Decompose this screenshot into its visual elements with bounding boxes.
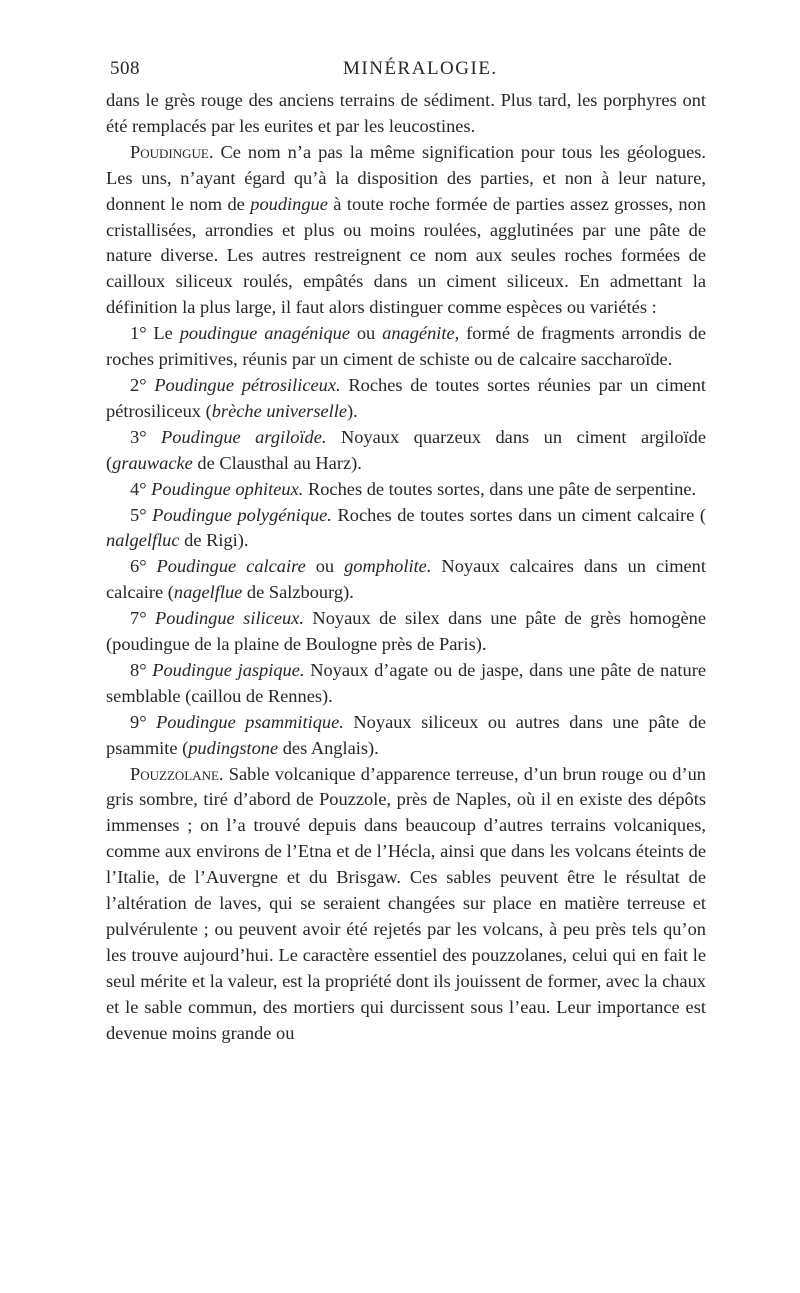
entry-term: Poudingue. [130,141,214,162]
italic-term: Poudingue polygénique. [152,504,332,525]
text-run: à toute roche formée de parties assez grosses, non cristallisées, arrondies et plus ou moins roulées, agglutinées par une pâte de nature diverse. Les autres restreignent ce nom aux seules roches formées de cailloux siliceux roulés, empâtés dans un ciment siliceux. En admettant la définition la plus large, il faut alors distinguer comme espèces ou variétés : [106,193,706,318]
text-run: Noyaux calcaires dans un ciment calcaire ( [106,556,706,603]
paragraph-p6 [106,503,706,555]
text-run: 3° [130,426,162,447]
paragraph-p4 [106,425,706,477]
italic-term: Poudingue siliceux. [155,608,304,629]
italic-term: Poudingue jaspique. [152,659,305,680]
italic-term: poudingue anagénique [179,323,350,344]
text-run: ). [347,400,358,421]
text-run: Noyaux d’agate ou de jaspe, dans une pâte de nature semblable (caillou de Rennes). [106,659,706,706]
italic-term: Poudingue ophiteux. [151,478,304,499]
text-run: Roches de toutes sortes, dans une pâte de serpentine. [303,478,697,499]
text-run: Roches de toutes sortes réunies par un ciment pétrosiliceux ( [106,374,707,421]
italic-term: grauwacke [112,452,193,473]
italic-term: brèche universelle [211,400,348,421]
running-title: MINÉRALOGIE. [343,58,498,79]
paragraph-p10 [106,710,706,762]
text-run: Noyaux de silex dans une pâte de grès homogène (poudingue de la plaine de Boulogne près de Paris). [106,608,706,655]
body-text [106,88,706,1047]
text-run: ou [350,323,383,344]
text-run: 8° [130,659,153,680]
text-run: 2° [130,374,155,395]
page-number: 508 [110,58,140,79]
paragraph-p8 [106,606,706,658]
paragraph-p1 [106,140,706,321]
italic-term: nalgelfluc [106,530,180,551]
text-run: 9° [130,711,157,732]
running-head [106,58,706,88]
text-run: 7° [130,608,156,629]
text-run: de Salzbourg). [242,582,354,603]
text-run: 4° [130,478,152,499]
italic-term: pudingstone [188,737,279,758]
text-run: Ce nom n’a pas la même signification pour tous les géologues. Les uns, n’ayant égard qu’à la disposition des parties, et non à leur nature, donnent le nom de [106,141,706,214]
text-run: ou [305,556,345,577]
text-run: Noyaux siliceux ou autres dans une pâte de psammite ( [106,711,706,758]
italic-term: anagénite [382,323,455,344]
italic-term: Poudingue pétrosiliceux. [154,374,341,395]
text-run: de Rigi). [179,530,249,551]
entry-term: Pouzzolane. [130,763,224,784]
italic-term: Poudingue psammitique. [156,711,344,732]
italic-term: Poudingue argiloïde. [161,426,327,447]
italic-term: poudingue [250,193,328,214]
paragraph-p7 [106,554,706,606]
text-run: 6° [130,556,157,577]
paragraph-p3 [106,373,706,425]
italic-term: gompholite. [344,556,432,577]
text-run: , formé de fragments arrondis de roches primitives, réunis par un ciment de schiste ou de calcaire saccharoïde. [106,323,706,370]
text-run: Roches de toutes sortes dans un ciment calcaire ( [331,504,706,525]
text-run: Sable volcanique d’apparence terreuse, d’un brun rouge ou d’un gris sombre, tiré d’abord de Pouzzole, près de Naples, où il en existe des dépôts immenses ; on l’a trouvé depuis dans beaucoup d’autres terrains volcaniques, comme aux environs de l’Etna et de l’Hécla, ainsi que dans les volcans éteints de l’Italie, de l’Auvergne et du Brisgaw. Ces sables peuvent être le résultat de l’altération de laves, qui se seraient changées sur place en matière terreuse et pulvérulente ; ou peuvent avoir été rejetés par les volcans, à peu près tels qu’on les trouve aujourd’hui. Le caractère essentiel des pouzzolanes, celui qui en fait le seul mérite et la valeur, est la propriété dont ils jouissent de former, avec la chaux et le sable commun, des mortiers qui durcissent sous l’eau. Leur importance est devenue moins grande ou [106,763,706,1043]
text-run: 5° [130,504,153,525]
italic-term: nagelflue [173,582,243,603]
paragraph-p11 [106,762,706,1047]
paragraph-p2 [106,321,706,373]
paragraph-p5 [106,477,706,503]
book-page [106,58,706,1047]
paragraph-p9 [106,658,706,710]
text-run: des Anglais). [278,737,379,758]
text-run: 1° Le [130,323,180,344]
text-run: Noyaux quarzeux dans un ciment argiloïde ( [106,426,707,473]
italic-term: Poudingue calcaire [156,556,306,577]
text-run: de Clausthal au Harz). [192,452,362,473]
paragraph-p0 [106,88,706,140]
text-run: dans le grès rouge des anciens terrains de sédiment. Plus tard, les porphyres ont été remplacés par les eurites et par les leucostines. [106,90,706,136]
